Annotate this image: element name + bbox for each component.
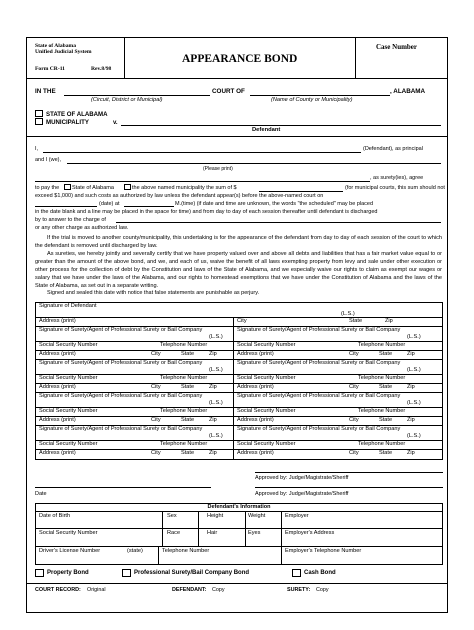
- surety7-ls: (L.S.): [209, 433, 223, 439]
- surety6-phone-label: Telephone Number: [358, 408, 406, 414]
- header-revision: Rev.8/98: [91, 66, 112, 72]
- surety7-state-label: State: [181, 450, 195, 456]
- answer-charge-text: by to answer to the charge of: [35, 217, 106, 223]
- surety2-address-label: Address (print): [237, 351, 274, 357]
- pay-municipality-checkbox[interactable]: [124, 184, 131, 190]
- municipality-checkbox[interactable]: [35, 118, 43, 125]
- hair-label: Hair: [207, 530, 218, 536]
- surety3-zip-label: Zip: [209, 384, 217, 390]
- surety7-city-label: City: [151, 450, 161, 456]
- date-label: Date: [35, 491, 47, 497]
- cash-bond-label: Cash Bond: [304, 570, 336, 576]
- court-record-label: COURT RECORD:: [35, 587, 81, 593]
- approval-date-field[interactable]: [35, 487, 211, 488]
- defendant-caption: Defendant: [252, 127, 281, 133]
- in-the-label: IN THE: [35, 88, 56, 95]
- surety2-ssn-label: Social Security Number: [237, 342, 296, 348]
- defendant-name-field[interactable]: [121, 125, 441, 126]
- dl-state-label: (state): [127, 548, 143, 554]
- surety5-ls: (L.S.): [209, 400, 223, 406]
- surety3-ssn-label: Social Security Number: [39, 375, 98, 381]
- surety2-ls: (L.S.): [407, 334, 421, 340]
- surety4-address-label: Address (print): [237, 384, 274, 390]
- surety5-city-label: City: [151, 417, 161, 423]
- signed-sealed-text: Signed and sealed this date with notice that false statements are punishable as perjury.: [47, 290, 260, 296]
- header-divider-left: [124, 38, 125, 78]
- surety2-phone-label: Telephone Number: [358, 342, 406, 348]
- defendant-info-title: Defendant's Information: [207, 504, 271, 510]
- defendant-zip-label: Zip: [385, 318, 393, 324]
- sig-column-divider: [233, 326, 234, 460]
- sig-defendant-ls: (L.S.): [341, 311, 355, 317]
- surety6-city-label: City: [349, 417, 359, 423]
- race-label: Race: [167, 530, 181, 536]
- surety8-phone-label: Telephone Number: [358, 441, 406, 447]
- pay-state-label: State of Alabama: [72, 185, 114, 191]
- surety3-state-label: State: [181, 384, 195, 390]
- circuit-caption: (Circuit, District or Municipal): [91, 97, 163, 103]
- employer-address-label: Employer's Address: [285, 530, 335, 536]
- surety3-sig-label: Signature of Surety/Agent of Professional Surety or Bail Company: [39, 360, 203, 366]
- charge-field[interactable]: [116, 222, 441, 223]
- footer-rule: [27, 583, 448, 584]
- surety4-ls: (L.S.): [407, 367, 421, 373]
- surety4-ssn-label: Social Security Number: [237, 375, 296, 381]
- surety8-ls: (L.S.): [407, 433, 421, 439]
- defendant-copy-value: Copy: [212, 587, 225, 593]
- property-bond-checkbox[interactable]: [35, 569, 44, 577]
- surety7-phone-label: Telephone Number: [160, 441, 208, 447]
- surety-copy-label: SURETY:: [287, 587, 311, 593]
- surety1-sig-label: Signature of Surety/Agent of Professional Surety or Bail Company: [39, 327, 203, 333]
- surety4-state-label: State: [379, 384, 393, 390]
- surety7-sig-label: Signature of Surety/Agent of Professional Surety or Bail Company: [39, 426, 203, 432]
- surety7-ssn-label: Social Security Number: [39, 441, 98, 447]
- case-number-label: Case Number: [376, 43, 418, 51]
- surety1-state-label: State: [181, 351, 195, 357]
- surety1-ssn-label: Social Security Number: [39, 342, 98, 348]
- approved-by-label-1: Approved by: Judge/Magistrate/Sheriff: [255, 475, 349, 481]
- exceed-line-text: exceed $1,000) and such costs as authorized by law unless the defendant appear(s) before the above-named court on: [35, 193, 324, 199]
- surety1-zip-label: Zip: [209, 351, 217, 357]
- info-rule-3: [35, 546, 443, 547]
- parties-bottom-rule: [27, 136, 448, 137]
- line-blank-text: in the date blank and a line may be placed in the space for time) and from day to day of each session thereafter until defendant is discharged: [35, 209, 378, 215]
- professional-bond-checkbox[interactable]: [122, 569, 131, 577]
- principal-name-field[interactable]: [43, 152, 361, 153]
- surety3-phone-label: Telephone Number: [160, 375, 208, 381]
- surety-names-field-1[interactable]: [67, 163, 441, 164]
- surety7-address-label: Address (print): [39, 450, 76, 456]
- header-bottom-rule: [27, 78, 448, 79]
- info-col-4: [281, 511, 282, 565]
- surety7-zip-label: Zip: [209, 450, 217, 456]
- court-type-field[interactable]: [64, 95, 210, 96]
- sig-address-divider: [233, 317, 234, 326]
- approval-signature-field-2[interactable]: [255, 487, 443, 488]
- surety8-state-label: State: [379, 450, 393, 456]
- appearance-bond-form: [26, 37, 448, 613]
- please-print-caption: (Please print): [203, 166, 233, 172]
- appearance-date-field[interactable]: [35, 206, 97, 207]
- drivers-license-label: Driver's License Number: [39, 548, 101, 554]
- surety1-phone-label: Telephone Number: [160, 342, 208, 348]
- court-of-label: COURT OF: [212, 88, 245, 95]
- surety1-ls: (L.S.): [209, 334, 223, 340]
- to-pay-text: to pay the: [35, 185, 60, 191]
- pay-state-checkbox[interactable]: [64, 184, 71, 190]
- surety5-state-label: State: [181, 417, 195, 423]
- surety6-ls: (L.S.): [407, 400, 421, 406]
- weight-label: Weight: [248, 513, 266, 519]
- sureties-paragraph: As sureties, we hereby jointly and severally certify that we have property valued over and above all debts and liabilities that has a fair market value equal to or greater than the amount of the above bond, and we, and each of us, waive the benefit of all laws exempting property from levy and sale under other execution or other process for the collection of debt by the Constitution and laws of the State of Alabama, and we especially waive our rights to claim as exempt our wages or salary that we have under the laws of the Alabama, and our rights to homestead exemptions that we have under the Constitution of Alabama and the laws of the State of Alabama, as set out in a separate writing.: [35, 251, 442, 289]
- cash-bond-checkbox[interactable]: [292, 569, 301, 577]
- sig-defendant-label: Signature of Defendant: [39, 303, 97, 309]
- employer-phone-label: Employer's Telephone Number: [285, 548, 362, 554]
- county-caption: (Name of County or Municipality): [271, 97, 353, 103]
- county-field[interactable]: [250, 95, 390, 96]
- state-of-alabama-label: STATE OF ALABAMA: [46, 111, 108, 118]
- height-label: Height: [207, 513, 224, 519]
- surety8-city-label: City: [349, 450, 359, 456]
- surety6-ssn-label: Social Security Number: [237, 408, 296, 414]
- defendant-principal-text: (Defendant), as principal: [363, 146, 423, 152]
- professional-bond-label: Professional Surety/Bail Company Bond: [134, 570, 250, 576]
- surety4-sig-label: Signature of Surety/Agent of Professional Surety or Bail Company: [237, 360, 401, 366]
- property-bond-label: Property Bond: [47, 570, 89, 576]
- surety2-state-label: State: [379, 351, 393, 357]
- time-text: M.(time) (if date and time are unknown, the words "the scheduled" may be placed: [175, 201, 374, 207]
- surety1-address-label: Address (print): [39, 351, 76, 357]
- above-named-text: the above named municipality the sum of $: [132, 185, 237, 191]
- appearance-time-field[interactable]: [124, 206, 174, 207]
- surety3-ls: (L.S.): [209, 367, 223, 373]
- dob-label: Date of Birth: [39, 513, 71, 519]
- header-divider-right: [355, 38, 356, 78]
- surety4-phone-label: Telephone Number: [358, 375, 406, 381]
- surety-names-field-2[interactable]: [35, 181, 370, 182]
- surety5-sig-label: Signature of Surety/Agent of Professional Surety or Bail Company: [39, 393, 203, 399]
- surety6-state-label: State: [379, 417, 393, 423]
- defendant-city-label: City: [237, 318, 247, 324]
- surety5-ssn-label: Social Security Number: [39, 408, 98, 414]
- defendant-state-label: State: [349, 318, 363, 324]
- surety-copy-value: Copy: [316, 587, 329, 593]
- surety5-zip-label: Zip: [209, 417, 217, 423]
- surety4-zip-label: Zip: [407, 384, 415, 390]
- info-rule-1: [35, 511, 443, 512]
- header-system: Unified Judicial System: [35, 49, 92, 55]
- eyes-label: Eyes: [248, 530, 261, 536]
- info-ssn-label: Social Security Number: [39, 530, 98, 536]
- info-col-5: [158, 546, 159, 565]
- municipality-label: MUNICIPALITY: [46, 119, 89, 126]
- sig-defendant-field[interactable]: [37, 309, 337, 316]
- surety2-zip-label: Zip: [407, 351, 415, 357]
- approved-by-label-2: Approved by: Judge/Magistrate/Sheriff: [255, 491, 349, 497]
- surety8-ssn-label: Social Security Number: [237, 441, 296, 447]
- defendant-copy-label: DEFENDANT:: [172, 587, 207, 593]
- case-number-field[interactable]: [357, 52, 447, 76]
- date-at-text: (date) at: [99, 201, 120, 207]
- i-label: I,: [35, 146, 39, 152]
- surety2-sig-label: Signature of Surety/Agent of Professional Surety or Bail Company: [237, 327, 401, 333]
- approval-signature-field-1[interactable]: [255, 472, 443, 473]
- and-i-we-label: and I (we),: [35, 157, 61, 163]
- surety2-city-label: City: [349, 351, 359, 357]
- info-col-1: [162, 511, 163, 546]
- info-rule-2: [35, 528, 443, 529]
- header-state: State of Alabama: [35, 43, 77, 49]
- transfer-paragraph: If the trial is moved to another county/municipality, this undertaking is for the appearance of the defendant from day to day of each session of the court to which the defendant is removed until discharged by law.: [35, 235, 442, 249]
- surety5-phone-label: Telephone Number: [160, 408, 208, 414]
- info-col-2: [198, 511, 199, 546]
- state-of-alabama-checkbox[interactable]: [35, 110, 43, 117]
- info-telephone-label: Telephone Number: [162, 548, 210, 554]
- surety8-zip-label: Zip: [407, 450, 415, 456]
- court-record-value: Original: [87, 587, 106, 593]
- employer-label: Employer: [285, 513, 309, 519]
- header-form-number: Form CR-11: [35, 66, 65, 72]
- other-charge-text: or any other charge as authorized law.: [35, 225, 129, 231]
- alabama-label: , ALABAMA: [390, 88, 426, 95]
- surety4-city-label: City: [349, 384, 359, 390]
- surety6-address-label: Address (print): [237, 417, 274, 423]
- municipal-courts-text: (for municipal courts, this sum should not: [345, 185, 445, 191]
- defendant-address-label: Address (print): [39, 318, 76, 324]
- bond-amount-field[interactable]: [259, 191, 343, 192]
- surety8-sig-label: Signature of Surety/Agent of Professional Surety or Bail Company: [237, 426, 401, 432]
- surety6-zip-label: Zip: [407, 417, 415, 423]
- surety3-city-label: City: [151, 384, 161, 390]
- surety5-address-label: Address (print): [39, 417, 76, 423]
- sex-label: Sex: [167, 513, 177, 519]
- surety1-city-label: City: [151, 351, 161, 357]
- form-title: APPEARANCE BOND: [182, 53, 298, 65]
- surety3-address-label: Address (print): [39, 384, 76, 390]
- surety6-sig-label: Signature of Surety/Agent of Professional Surety or Bail Company: [237, 393, 401, 399]
- surety8-address-label: Address (print): [237, 450, 274, 456]
- as-sureties-text: , as surety(ies), agree: [370, 175, 424, 181]
- info-col-3: [245, 511, 246, 546]
- versus-label: v.: [113, 119, 118, 126]
